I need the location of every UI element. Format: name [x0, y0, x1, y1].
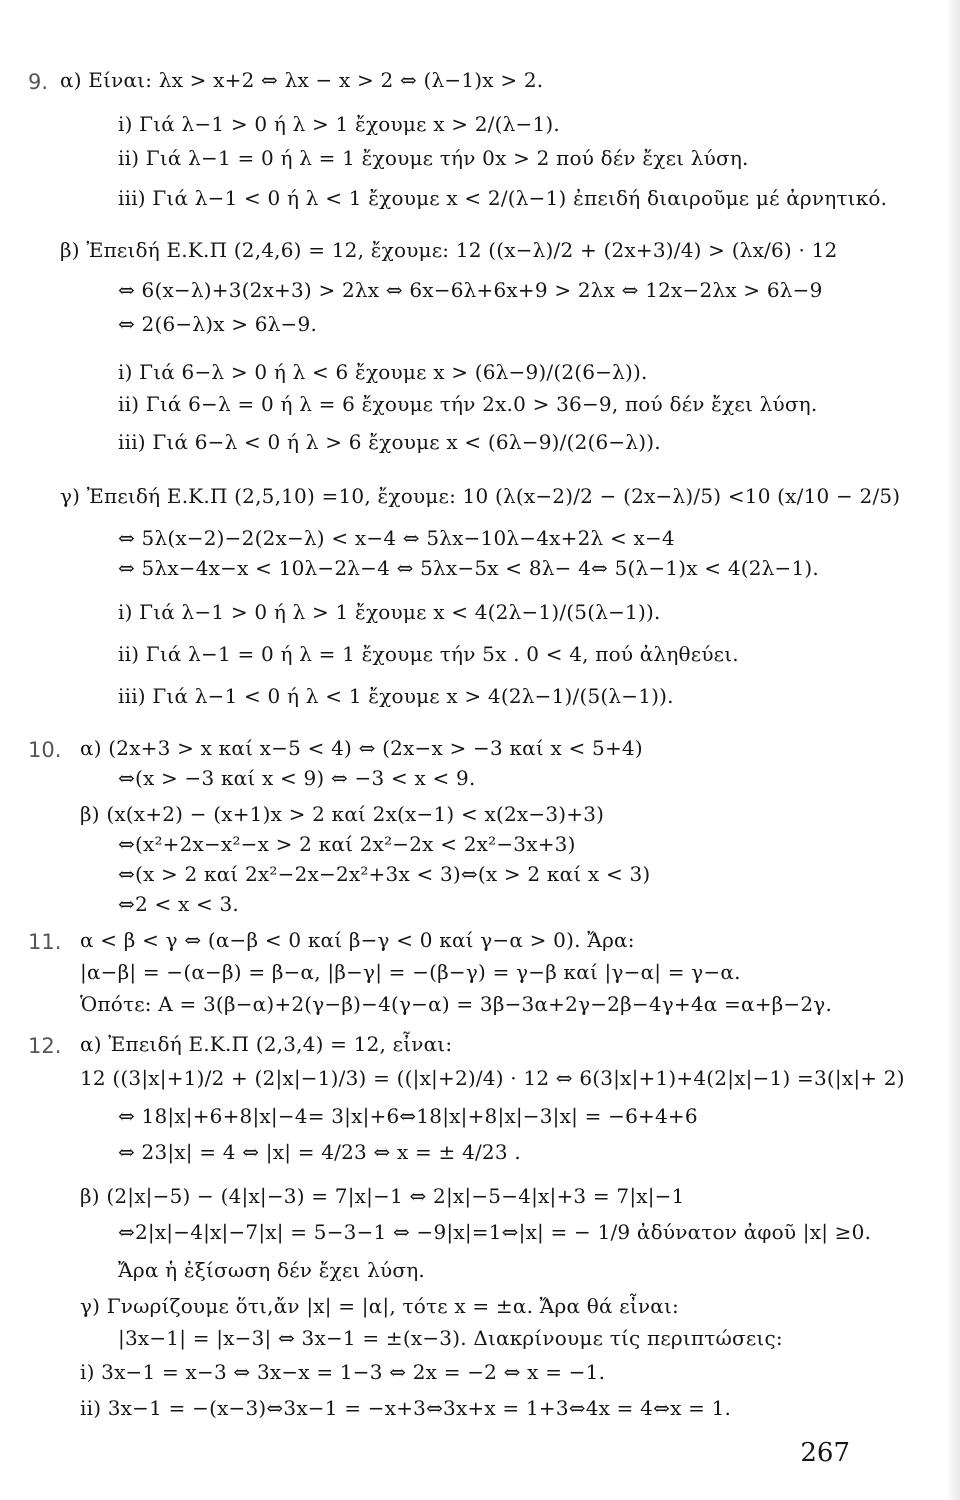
text-line: iii) Γιά λ−1 < 0 ή λ < 1 ἔχουμε x < 2/(λ−1) ἐπειδή διαιροῦμε μέ ἀρνητικό.: [118, 186, 888, 210]
text-line: ⇔ 23|x| = 4 ⇔ |x| = 4/23 ⇔ x = ± 4/23 .: [118, 1140, 521, 1164]
text-line: ii) Γιά 6−λ = 0 ή λ = 6 ἔχουμε τήν 2x.0 > 36−9, πού δέν ἔχει λύση.: [118, 392, 818, 416]
text-line: i) Γιά λ−1 > 0 ή λ > 1 ἔχουμε x > 2/(λ−1).: [118, 112, 560, 136]
problem-number: 12.: [28, 1034, 62, 1058]
text-line: iii) Γιά 6−λ < 0 ή λ > 6 ἔχουμε x < (6λ−9)/(2(6−λ)).: [118, 430, 661, 454]
text-line: i) Γιά 6−λ > 0 ή λ < 6 ἔχουμε x > (6λ−9)/(2(6−λ)).: [118, 360, 648, 384]
text-line: ⇔(x > 2 καί 2x²−2x−2x²+3x < 3)⇔(x > 2 καί x < 3): [118, 862, 651, 886]
text-line: |3x−1| = |x−3| ⇔ 3x−1 = ±(x−3). Διακρίνουμε τίς περιπτώσεις:: [118, 1326, 783, 1350]
text-line: ⇔ 6(x−λ)+3(2x+3) > 2λx ⇔ 6x−6λ+6x+9 > 2λx ⇔ 12x−2λx > 6λ−9: [118, 278, 823, 302]
text-line: ii) Γιά λ−1 = 0 ή λ = 1 ἔχουμε τήν 0x > 2 πού δέν ἔχει λύση.: [118, 146, 749, 170]
text-line: β) (2|x|−5) − (4|x|−3) = 7|x|−1 ⇔ 2|x|−5−4|x|+3 = 7|x|−1: [80, 1184, 685, 1208]
text-line: α) Ἐπειδή Ε.Κ.Π (2,3,4) = 12, εἶναι:: [80, 1032, 453, 1056]
problem-number: 11.: [28, 930, 62, 954]
text-line: α < β < γ ⇔ (α−β < 0 καί β−γ < 0 καί γ−α > 0). Ἄρα:: [80, 928, 635, 952]
page-number: 267: [800, 1438, 850, 1468]
text-line: ⇔(x²+2x−x²−x > 2 καί 2x²−2x < 2x²−3x+3): [118, 832, 576, 856]
problem-number: 10.: [28, 738, 62, 762]
text-line: ⇔ 2(6−λ)x > 6λ−9.: [118, 312, 317, 336]
text-line: iii) Γιά λ−1 < 0 ή λ < 1 ἔχουμε x > 4(2λ−1)/(5(λ−1)).: [118, 684, 674, 708]
text-line: i) 3x−1 = x−3 ⇔ 3x−x = 1−3 ⇔ 2x = −2 ⇔ x = −1.: [80, 1360, 606, 1384]
text-line: i) Γιά λ−1 > 0 ή λ > 1 ἔχουμε x < 4(2λ−1)/(5(λ−1)).: [118, 600, 661, 624]
text-line: γ) Γνωρίζουμε ὅτι,ἄν |x| = |α|, τότε x = ±α. Ἄρα θά εἶναι:: [80, 1294, 679, 1318]
text-line: ⇔2|x|−4|x|−7|x| = 5−3−1 ⇔ −9|x|=1⇔|x| = − 1/9 ἀδύνατον ἀφοῦ |x| ≥0.: [118, 1220, 872, 1244]
text-line: ⇔ 5λ(x−2)−2(2x−λ) < x−4 ⇔ 5λx−10λ−4x+2λ < x−4: [118, 526, 675, 550]
text-line: ⇔(x > −3 καί x < 9) ⇔ −3 < x < 9.: [118, 766, 476, 790]
text-line: γ) Ἐπειδή Ε.Κ.Π (2,5,10) =10, ἔχουμε: 10 (λ(x−2)/2 − (2x−λ)/5) <10 (x/10 − 2/5): [60, 484, 901, 508]
text-line: ⇔ 18|x|+6+8|x|−4= 3|x|+6⇔18|x|+8|x|−3|x| = −6+4+6: [118, 1104, 698, 1128]
text-line: ⇔2 < x < 3.: [118, 892, 239, 916]
text-line: β) (x(x+2) − (x+1)x > 2 καί 2x(x−1) < x(2x−3)+3): [80, 802, 605, 826]
text-line: ii) 3x−1 = −(x−3)⇔3x−1 = −x+3⇔3x+x = 1+3⇔4x = 4⇔x = 1.: [80, 1396, 732, 1420]
text-line: Ὁπότε: A = 3(β−α)+2(γ−β)−4(γ−α) = 3β−3α+2γ−2β−4γ+4α =α+β−2γ.: [80, 992, 833, 1016]
text-line: α) (2x+3 > x καί x−5 < 4) ⇔ (2x−x > −3 καί x < 5+4): [80, 736, 643, 760]
text-line: Ἄρα ἡ ἐξίσωση δέν ἔχει λύση.: [118, 1258, 425, 1282]
page-edge-shadow: [946, 0, 960, 1500]
text-line: |α−β| = −(α−β) = β−α, |β−γ| = −(β−γ) = γ−β καί |γ−α| = γ−α.: [80, 960, 741, 984]
text-line: 12 ((3|x|+1)/2 + (2|x|−1)/3) = ((|x|+2)/4) · 12 ⇔ 6(3|x|+1)+4(2|x|−1) =3(|x|+ 2): [80, 1066, 905, 1090]
problem-number: 9.: [28, 70, 49, 94]
text-line: ⇔ 5λx−4x−x < 10λ−2λ−4 ⇔ 5λx−5x < 8λ− 4⇔ 5(λ−1)x < 4(2λ−1).: [118, 556, 819, 580]
text-line: β) Ἐπειδή Ε.Κ.Π (2,4,6) = 12, ἔχουμε: 12 ((x−λ)/2 + (2x+3)/4) > (λx/6) · 12: [60, 238, 838, 262]
text-line: α) Είναι: λx > x+2 ⇔ λx − x > 2 ⇔ (λ−1)x > 2.: [60, 68, 544, 92]
text-line: ii) Γιά λ−1 = 0 ή λ = 1 ἔχουμε τήν 5x . 0 < 4, πού ἀληθεύει.: [118, 642, 739, 666]
